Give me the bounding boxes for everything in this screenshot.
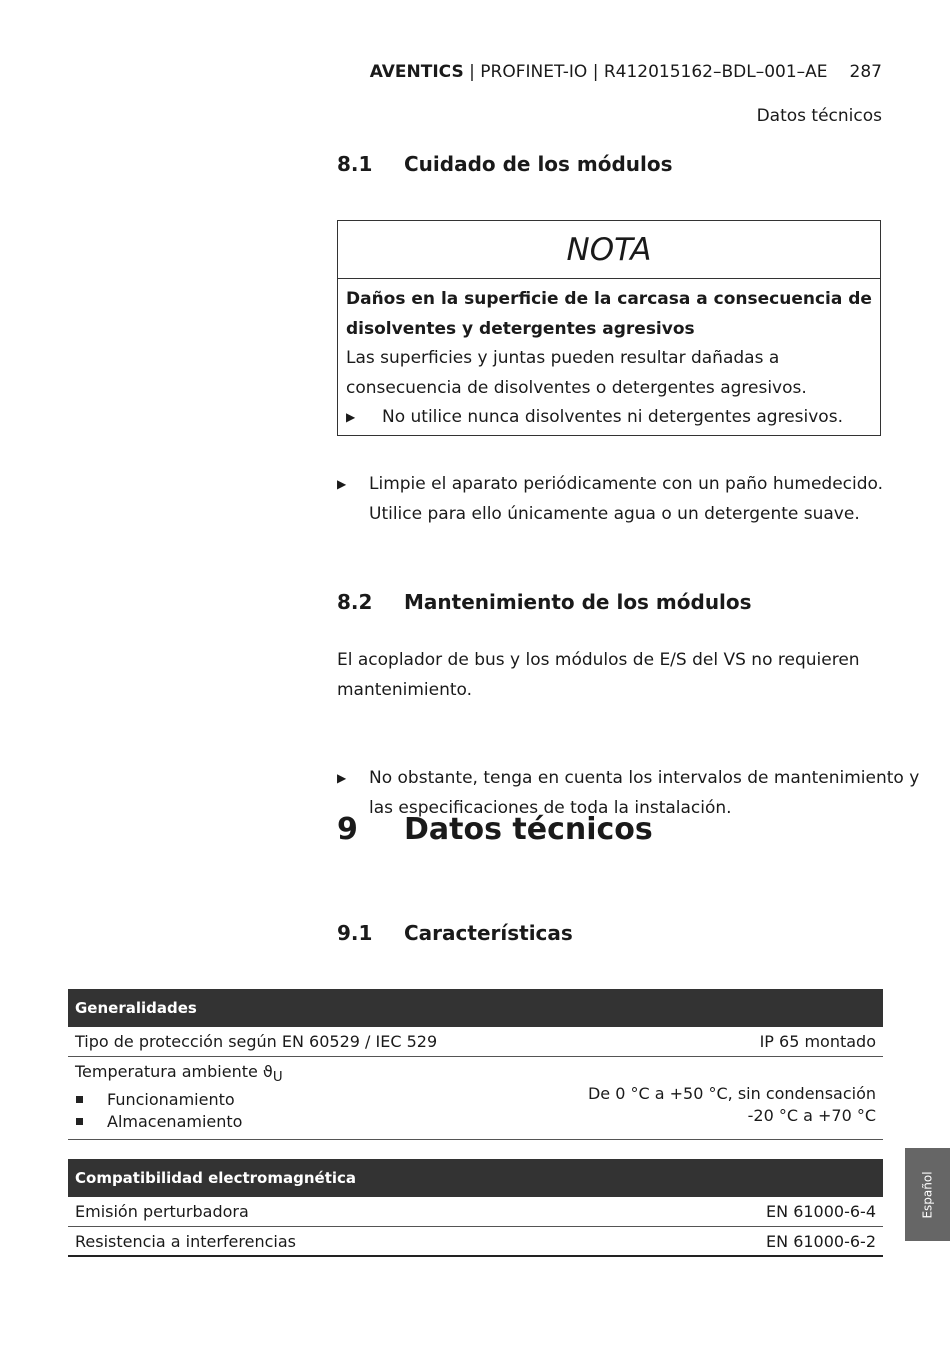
row-value: EN 61000-6-2 [766, 1232, 876, 1251]
list-item [75, 1111, 283, 1133]
row-value: IP 65 montado [759, 1032, 876, 1051]
cleaning-instruction-text: Limpie el aparato periódicamente con un paño humedecido. Utilice para ello únicamente agua o un detergente suave. [369, 474, 884, 524]
row-label: Emisión perturbadora [75, 1202, 249, 1221]
language-tab [905, 1148, 950, 1241]
item-value: -20 °C a +70 °C [747, 1106, 876, 1125]
page-number: 287 [849, 62, 882, 82]
nota-instruction [346, 403, 872, 433]
table-header: Generalidades [68, 989, 883, 1027]
square-bullet-icon [76, 1118, 83, 1125]
nota-box [337, 220, 881, 436]
nota-body [338, 279, 880, 433]
table-row [68, 1027, 883, 1057]
list-item [75, 1089, 283, 1111]
row-label-group [75, 1061, 283, 1133]
cleaning-instruction [337, 470, 921, 529]
running-section-title: Datos técnicos [756, 106, 882, 126]
triangle-bullet-icon: ▶ [346, 410, 356, 424]
page-header [370, 62, 882, 82]
row-label-subscript: U [272, 1070, 283, 1086]
item-value: De 0 °C a +50 °C, sin condensación [587, 1084, 876, 1103]
section-number: 8.2 [337, 590, 373, 614]
maintenance-instruction-text: No obstante, tenga en cuenta los intervalos de mantenimiento y las especificaciones de toda la instalación. [369, 768, 920, 818]
chapter-number: 9 [337, 812, 358, 847]
table-row [68, 1227, 883, 1257]
row-label: Tipo de protección según EN 60529 / IEC 529 [75, 1032, 438, 1051]
row-value: EN 61000-6-4 [766, 1202, 876, 1221]
nota-text: Las superficies y juntas pueden resultar dañadas a consecuencia de disolventes o detergentes agresivos. [346, 348, 807, 398]
chapter-9-heading [337, 812, 653, 847]
item-label: Funcionamiento [107, 1090, 235, 1110]
row-label [75, 1061, 283, 1089]
language-tab-label: Español [920, 1170, 935, 1219]
section-title: Características [404, 921, 573, 945]
section-9-1-heading [337, 921, 573, 945]
triangle-bullet-icon: ▶ [337, 771, 347, 785]
section-8-2-heading [337, 590, 752, 614]
nota-instruction-text: No utilice nunca disolventes ni detergentes agresivos. [382, 407, 843, 427]
nota-title: NOTA [338, 221, 880, 279]
brand-name: AVENTICS [369, 62, 464, 82]
table-header: Compatibilidad electromagnética [68, 1159, 883, 1197]
row-label-text: Temperatura ambiente ϑ [75, 1062, 273, 1081]
nota-heading: Daños en la superficie de la carcasa a consecuencia de disolventes y detergentes agresivos [346, 289, 872, 339]
section-number: 8.1 [337, 152, 373, 176]
general-specs-table [68, 989, 883, 1140]
row-value-group [588, 1061, 876, 1133]
emc-specs-table [68, 1159, 883, 1257]
table-row [68, 1057, 883, 1140]
section-number: 9.1 [337, 921, 373, 945]
section-title: Mantenimiento de los módulos [404, 590, 752, 614]
section-8-1-heading [337, 152, 673, 176]
table-row [68, 1197, 883, 1227]
chapter-title: Datos técnicos [404, 812, 653, 847]
document-info: | PROFINET-IO | R412015162–BDL–001–AE [463, 62, 828, 82]
maintenance-text: El acoplador de bus y los módulos de E/S del VS no requieren mantenimiento. [337, 650, 860, 700]
square-bullet-icon [76, 1096, 83, 1103]
row-label: Resistencia a interferencias [75, 1232, 296, 1251]
triangle-bullet-icon: ▶ [337, 477, 347, 491]
item-label: Almacenamiento [107, 1112, 243, 1132]
section-title: Cuidado de los módulos [404, 152, 673, 176]
